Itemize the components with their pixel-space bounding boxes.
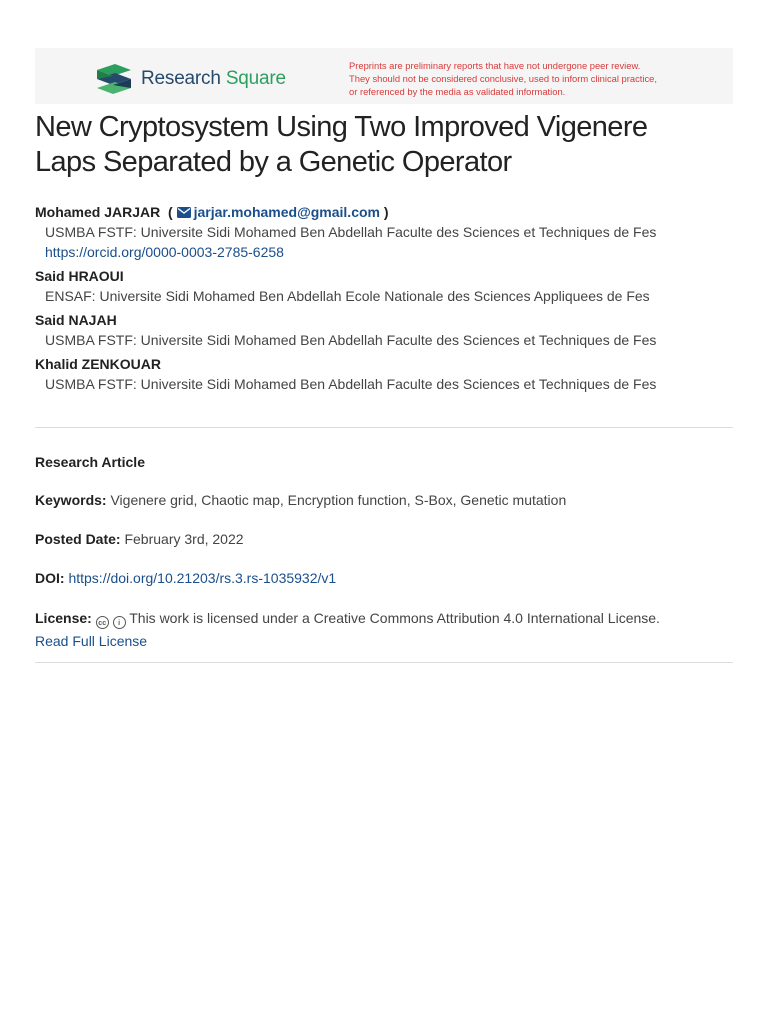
title-line-2: Laps Separated by a Genetic Operator xyxy=(35,146,512,178)
article-type xyxy=(35,452,735,472)
author-affiliation: USMBA FSTF: Universite Sidi Mohamed Ben Abdellah Faculte des Sciences et Techniques de Fes xyxy=(45,332,657,348)
posted-date-row xyxy=(35,529,735,549)
preprint-disclaimer xyxy=(349,59,709,98)
author-email-link[interactable] xyxy=(177,204,380,220)
logo-wordmark xyxy=(141,68,286,90)
posted-date-label: Posted Date: xyxy=(35,531,121,547)
article-type-text: Research Article xyxy=(35,454,145,470)
author-affiliation: ENSAF: Universite Sidi Mohamed Ben Abdellah Ecole Nationale des Sciences Appliquees de Fes xyxy=(45,288,650,304)
envelope-icon xyxy=(177,207,191,218)
author-email-text: jarjar.mohamed@gmail.com xyxy=(193,204,380,220)
license-row xyxy=(35,607,735,653)
logo-research: Research xyxy=(141,68,221,89)
research-square-logo[interactable] xyxy=(95,64,286,94)
author-name: Khalid ZENKOUAR xyxy=(35,356,161,372)
attribution-icon: i xyxy=(113,616,126,629)
cc-icon: cc xyxy=(96,616,109,629)
disclaimer-line: or referenced by the media as validated information. xyxy=(349,86,566,97)
author-affiliation: USMBA FSTF: Universite Sidi Mohamed Ben Abdellah Faculte des Sciences et Techniques de Fes xyxy=(45,224,657,240)
disclaimer-line: They should not be considered conclusive, used to inform clinical practice, xyxy=(349,73,657,84)
author-name: Said NAJAH xyxy=(35,312,117,328)
license-text: This work is licensed under a Creative Commons Attribution 4.0 International License. xyxy=(129,610,660,626)
author-name: Said HRAOUI xyxy=(35,268,124,284)
posted-date-value: February 3rd, 2022 xyxy=(124,531,244,547)
read-full-license-link[interactable]: Read Full License xyxy=(35,633,148,649)
logo-square: Square xyxy=(225,68,286,89)
author-affiliation: USMBA FSTF: Universite Sidi Mohamed Ben Abdellah Faculte des Sciences et Techniques de Fes xyxy=(45,376,657,392)
divider xyxy=(35,662,733,663)
author-list xyxy=(35,202,735,398)
preprint-banner xyxy=(35,48,733,104)
doi-label: DOI: xyxy=(35,570,65,586)
license-label: License: xyxy=(35,610,92,626)
author-name xyxy=(35,202,735,222)
orcid-link[interactable]: https://orcid.org/0000-0003-2785-6258 xyxy=(45,244,284,260)
keywords-label: Keywords: xyxy=(35,492,107,508)
email-group: ( jarjar.mohamed@gmail.com ) xyxy=(164,204,389,220)
paper-title xyxy=(35,110,735,180)
title-line-1: New Cryptosystem Using Two Improved Vigenere xyxy=(35,111,648,143)
keywords-value: Vigenere grid, Chaotic map, Encryption function, S-Box, Genetic mutation xyxy=(110,492,567,508)
keywords-row xyxy=(35,490,735,510)
doi-row xyxy=(35,568,735,588)
disclaimer-line: Preprints are preliminary reports that have not undergone peer review. xyxy=(349,60,641,71)
research-square-logo-icon xyxy=(95,64,133,94)
doi-link[interactable]: https://doi.org/10.21203/rs.3.rs-1035932/v1 xyxy=(68,570,337,586)
divider xyxy=(35,427,733,428)
author-name-text: Mohamed JARJAR xyxy=(35,204,161,220)
